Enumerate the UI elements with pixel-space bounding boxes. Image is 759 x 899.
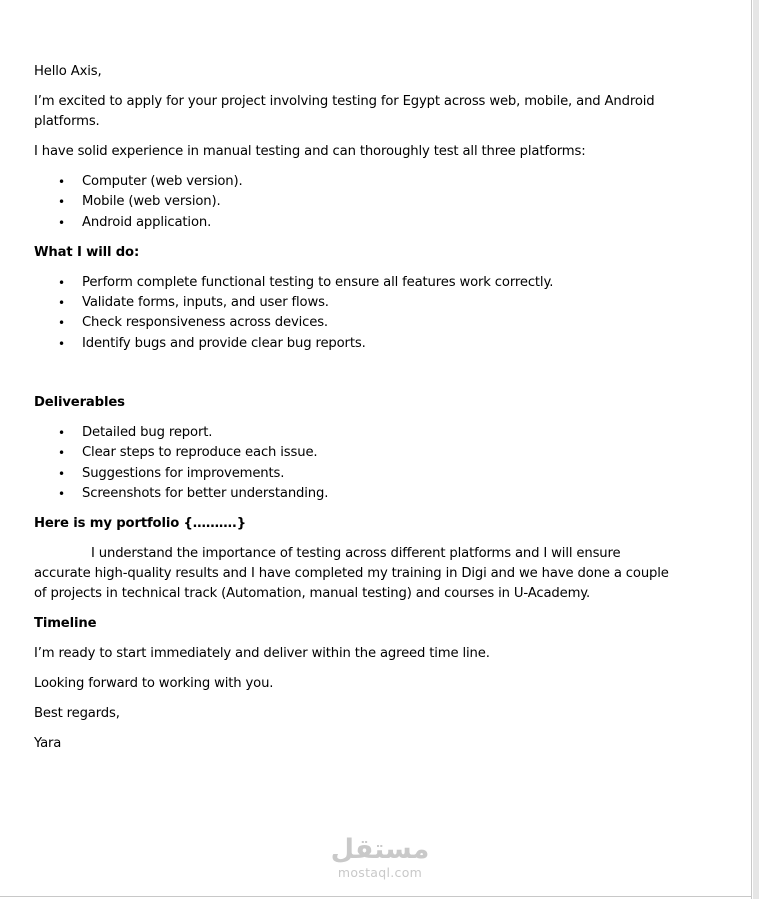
list-item-text: Suggestions for improvements. xyxy=(82,465,285,481)
list-item-text: Mobile (web version). xyxy=(82,194,221,210)
bullet-icon: • xyxy=(58,486,65,501)
regards-line: Best regards, xyxy=(34,706,120,722)
list-item-text: Computer (web version). xyxy=(82,174,243,189)
bullet-icon: • xyxy=(58,336,65,351)
what-heading: What I will do: xyxy=(34,244,140,260)
bullet-icon: • xyxy=(58,446,65,461)
signature: Yara xyxy=(34,736,62,752)
page-edge-right xyxy=(751,0,752,899)
list-item xyxy=(34,423,674,443)
page-gutter xyxy=(753,0,759,899)
list-item-text: Clear steps to reproduce each issue. xyxy=(82,445,318,461)
list-item xyxy=(34,334,674,354)
portfolio-paragraph: I understand the importance of testing across different platforms and I will ensure accurate high-quality results and I have completed my training in Digi and we have done a couple of projects in technical track (Automation, manual testing) and courses in U-Academy. xyxy=(34,546,669,602)
page-edge-bottom xyxy=(0,896,752,897)
mostaql-watermark xyxy=(326,834,434,880)
timeline-heading: Timeline xyxy=(34,616,97,632)
list-item-text: Perform complete functional testing to ensure all features work correctly. xyxy=(82,274,554,290)
list-item xyxy=(34,273,674,293)
watermark-arabic: مستقل xyxy=(330,834,430,865)
experience-paragraph: I have solid experience in manual testing and can thoroughly test all three platforms: xyxy=(34,144,586,159)
portfolio-heading: Here is my portfolio {……….} xyxy=(34,516,247,532)
timeline-paragraph: I’m ready to start immediately and deliver within the agreed time line. xyxy=(34,646,490,662)
list-item xyxy=(34,192,674,212)
bullet-icon: • xyxy=(58,296,65,311)
tasks-list xyxy=(34,273,674,354)
letter-body xyxy=(34,62,674,764)
watermark-latin: mostaql.com xyxy=(337,865,423,880)
list-item xyxy=(34,464,674,484)
greeting: Hello Axis, xyxy=(34,64,102,79)
list-item-text: Screenshots for better understanding. xyxy=(82,485,329,501)
platforms-list xyxy=(34,172,674,233)
bullet-icon: • xyxy=(58,175,65,189)
intro-paragraph: I’m excited to apply for your project involving testing for Egypt across web, mobile, and Android platforms. xyxy=(34,94,655,129)
list-item-text: Detailed bug report. xyxy=(82,425,213,441)
list-item xyxy=(34,484,674,504)
deliverables-heading: Deliverables xyxy=(34,395,125,411)
list-item xyxy=(34,293,674,313)
list-item-text: Android application. xyxy=(82,214,212,230)
list-item xyxy=(34,313,674,333)
bullet-icon: • xyxy=(58,466,65,481)
list-item-text: Identify bugs and provide clear bug reports. xyxy=(82,335,366,351)
bullet-icon: • xyxy=(58,426,65,441)
bullet-icon: • xyxy=(58,195,65,210)
deliverables-list xyxy=(34,423,674,504)
list-item-text: Check responsiveness across devices. xyxy=(82,315,328,331)
blank-line xyxy=(34,364,674,393)
list-item xyxy=(34,172,674,192)
bullet-icon: • xyxy=(58,275,65,290)
bullet-icon: • xyxy=(58,316,65,331)
list-item xyxy=(34,443,674,463)
closing-line: Looking forward to working with you. xyxy=(34,676,274,692)
list-item xyxy=(34,213,674,233)
bullet-icon: • xyxy=(58,215,65,230)
list-item-text: Validate forms, inputs, and user flows. xyxy=(82,295,329,311)
